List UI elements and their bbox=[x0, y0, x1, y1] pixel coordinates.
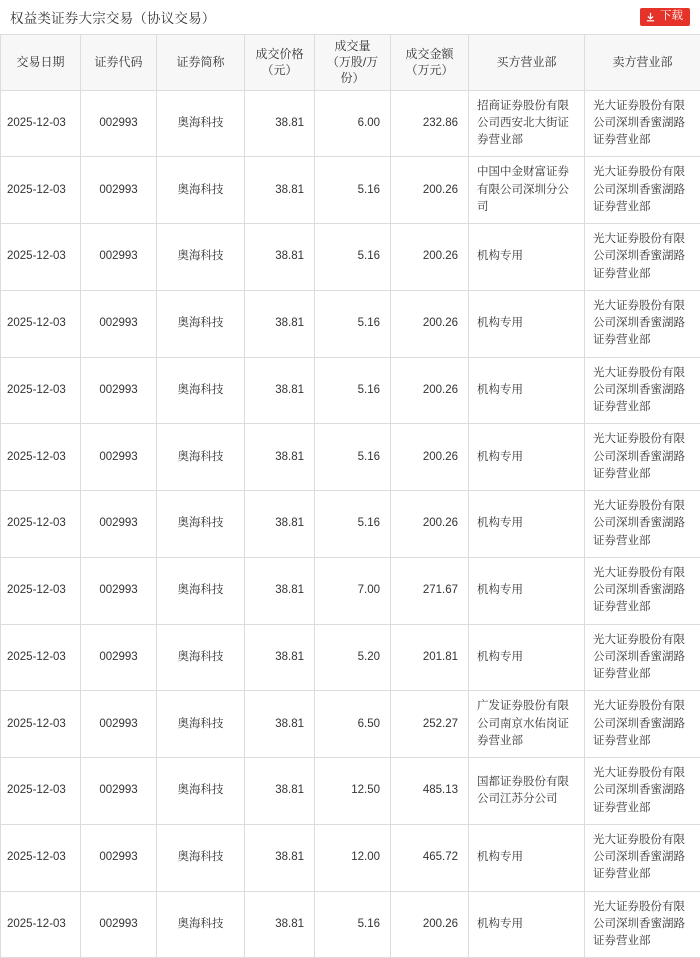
cell-amount: 200.26 bbox=[391, 157, 469, 224]
column-header-volume[interactable]: 成交量 （万股/万份） bbox=[315, 35, 391, 91]
cell-name: 奥海科技 bbox=[157, 290, 245, 357]
cell-name: 奥海科技 bbox=[157, 624, 245, 691]
cell-volume: 5.20 bbox=[315, 624, 391, 691]
cell-seller: 光大证券股份有限公司深圳香蜜湖路证券营业部 bbox=[585, 557, 700, 624]
cell-date: 2025-12-03 bbox=[1, 891, 81, 958]
cell-name: 奥海科技 bbox=[157, 357, 245, 424]
cell-seller: 光大证券股份有限公司深圳香蜜湖路证券营业部 bbox=[585, 758, 700, 825]
cell-amount: 465.72 bbox=[391, 824, 469, 891]
cell-seller: 光大证券股份有限公司深圳香蜜湖路证券营业部 bbox=[585, 424, 700, 491]
cell-amount: 200.26 bbox=[391, 424, 469, 491]
cell-price: 38.81 bbox=[245, 290, 315, 357]
column-header-date[interactable]: 交易日期 bbox=[1, 35, 81, 91]
table-row[interactable] bbox=[1, 557, 700, 624]
table-row[interactable] bbox=[1, 90, 700, 157]
cell-volume: 7.00 bbox=[315, 557, 391, 624]
cell-date: 2025-12-03 bbox=[1, 90, 81, 157]
table-header-row bbox=[1, 35, 700, 91]
cell-date: 2025-12-03 bbox=[1, 357, 81, 424]
page-header bbox=[0, 0, 700, 34]
cell-name: 奥海科技 bbox=[157, 90, 245, 157]
cell-name: 奥海科技 bbox=[157, 491, 245, 558]
table-header bbox=[1, 35, 700, 91]
cell-name: 奥海科技 bbox=[157, 424, 245, 491]
table-row[interactable] bbox=[1, 157, 700, 224]
cell-buyer: 机构专用 bbox=[469, 224, 585, 291]
cell-volume: 5.16 bbox=[315, 424, 391, 491]
cell-amount: 200.26 bbox=[391, 491, 469, 558]
cell-code: 002993 bbox=[81, 357, 157, 424]
cell-seller: 光大证券股份有限公司深圳香蜜湖路证券营业部 bbox=[585, 357, 700, 424]
cell-buyer: 国都证券股份有限公司江苏分公司 bbox=[469, 758, 585, 825]
cell-code: 002993 bbox=[81, 691, 157, 758]
cell-buyer: 招商证券股份有限公司西安北大街证券营业部 bbox=[469, 90, 585, 157]
cell-code: 002993 bbox=[81, 824, 157, 891]
cell-buyer: 中国中金财富证券有限公司深圳分公司 bbox=[469, 157, 585, 224]
cell-date: 2025-12-03 bbox=[1, 224, 81, 291]
cell-code: 002993 bbox=[81, 157, 157, 224]
download-button[interactable] bbox=[640, 8, 690, 26]
cell-amount: 252.27 bbox=[391, 691, 469, 758]
cell-code: 002993 bbox=[81, 491, 157, 558]
cell-date: 2025-12-03 bbox=[1, 290, 81, 357]
cell-volume: 5.16 bbox=[315, 157, 391, 224]
cell-buyer: 广发证券股份有限公司南京水佑岗证券营业部 bbox=[469, 691, 585, 758]
cell-code: 002993 bbox=[81, 891, 157, 958]
cell-amount: 200.26 bbox=[391, 290, 469, 357]
cell-buyer: 机构专用 bbox=[469, 290, 585, 357]
cell-volume: 5.16 bbox=[315, 290, 391, 357]
cell-price: 38.81 bbox=[245, 157, 315, 224]
download-icon bbox=[645, 12, 656, 23]
download-label: 下载 bbox=[660, 11, 683, 23]
cell-volume: 5.16 bbox=[315, 224, 391, 291]
cell-name: 奥海科技 bbox=[157, 691, 245, 758]
cell-buyer: 机构专用 bbox=[469, 891, 585, 958]
column-header-name[interactable]: 证券简称 bbox=[157, 35, 245, 91]
cell-volume: 12.50 bbox=[315, 758, 391, 825]
cell-buyer: 机构专用 bbox=[469, 624, 585, 691]
cell-code: 002993 bbox=[81, 624, 157, 691]
cell-name: 奥海科技 bbox=[157, 224, 245, 291]
table-row[interactable] bbox=[1, 357, 700, 424]
cell-volume: 5.16 bbox=[315, 357, 391, 424]
cell-seller: 光大证券股份有限公司深圳香蜜湖路证券营业部 bbox=[585, 691, 700, 758]
table-row[interactable] bbox=[1, 424, 700, 491]
cell-code: 002993 bbox=[81, 224, 157, 291]
cell-price: 38.81 bbox=[245, 758, 315, 825]
cell-price: 38.81 bbox=[245, 424, 315, 491]
cell-seller: 光大证券股份有限公司深圳香蜜湖路证券营业部 bbox=[585, 824, 700, 891]
cell-amount: 200.26 bbox=[391, 357, 469, 424]
cell-seller: 光大证券股份有限公司深圳香蜜湖路证券营业部 bbox=[585, 491, 700, 558]
table-row[interactable] bbox=[1, 758, 700, 825]
cell-date: 2025-12-03 bbox=[1, 424, 81, 491]
cell-price: 38.81 bbox=[245, 491, 315, 558]
cell-seller: 光大证券股份有限公司深圳香蜜湖路证券营业部 bbox=[585, 157, 700, 224]
cell-buyer: 机构专用 bbox=[469, 557, 585, 624]
cell-amount: 485.13 bbox=[391, 758, 469, 825]
cell-name: 奥海科技 bbox=[157, 758, 245, 825]
table-row[interactable] bbox=[1, 491, 700, 558]
cell-date: 2025-12-03 bbox=[1, 557, 81, 624]
table-row[interactable] bbox=[1, 624, 700, 691]
cell-price: 38.81 bbox=[245, 557, 315, 624]
cell-price: 38.81 bbox=[245, 691, 315, 758]
cell-seller: 光大证券股份有限公司深圳香蜜湖路证券营业部 bbox=[585, 290, 700, 357]
cell-date: 2025-12-03 bbox=[1, 491, 81, 558]
column-header-price[interactable]: 成交价格 （元） bbox=[245, 35, 315, 91]
cell-seller: 光大证券股份有限公司深圳香蜜湖路证券营业部 bbox=[585, 224, 700, 291]
cell-buyer: 机构专用 bbox=[469, 357, 585, 424]
cell-code: 002993 bbox=[81, 424, 157, 491]
cell-amount: 201.81 bbox=[391, 624, 469, 691]
cell-seller: 光大证券股份有限公司深圳香蜜湖路证券营业部 bbox=[585, 624, 700, 691]
cell-code: 002993 bbox=[81, 290, 157, 357]
cell-amount: 200.26 bbox=[391, 891, 469, 958]
cell-seller: 光大证券股份有限公司深圳香蜜湖路证券营业部 bbox=[585, 90, 700, 157]
cell-code: 002993 bbox=[81, 90, 157, 157]
cell-code: 002993 bbox=[81, 557, 157, 624]
cell-price: 38.81 bbox=[245, 824, 315, 891]
cell-date: 2025-12-03 bbox=[1, 691, 81, 758]
cell-date: 2025-12-03 bbox=[1, 824, 81, 891]
table-row[interactable] bbox=[1, 290, 700, 357]
cell-price: 38.81 bbox=[245, 624, 315, 691]
cell-volume: 12.00 bbox=[315, 824, 391, 891]
cell-seller: 光大证券股份有限公司深圳香蜜湖路证券营业部 bbox=[585, 891, 700, 958]
column-header-seller[interactable]: 卖方营业部 bbox=[585, 35, 700, 91]
cell-amount: 200.26 bbox=[391, 224, 469, 291]
cell-volume: 5.16 bbox=[315, 491, 391, 558]
table-row[interactable] bbox=[1, 224, 700, 291]
cell-name: 奥海科技 bbox=[157, 824, 245, 891]
cell-amount: 271.67 bbox=[391, 557, 469, 624]
cell-date: 2025-12-03 bbox=[1, 157, 81, 224]
cell-price: 38.81 bbox=[245, 224, 315, 291]
column-header-amount[interactable]: 成交金额 （万元） bbox=[391, 35, 469, 91]
block-trade-table bbox=[0, 34, 700, 958]
cell-date: 2025-12-03 bbox=[1, 758, 81, 825]
cell-price: 38.81 bbox=[245, 891, 315, 958]
table-row[interactable] bbox=[1, 891, 700, 958]
table-row[interactable] bbox=[1, 691, 700, 758]
cell-price: 38.81 bbox=[245, 357, 315, 424]
cell-volume: 6.50 bbox=[315, 691, 391, 758]
page-title: 权益类证券大宗交易（协议交易） bbox=[10, 7, 216, 27]
table-body bbox=[1, 90, 700, 958]
cell-buyer: 机构专用 bbox=[469, 491, 585, 558]
column-header-code[interactable]: 证券代码 bbox=[81, 35, 157, 91]
cell-volume: 6.00 bbox=[315, 90, 391, 157]
cell-buyer: 机构专用 bbox=[469, 424, 585, 491]
cell-price: 38.81 bbox=[245, 90, 315, 157]
cell-name: 奥海科技 bbox=[157, 157, 245, 224]
table-row[interactable] bbox=[1, 824, 700, 891]
cell-amount: 232.86 bbox=[391, 90, 469, 157]
cell-code: 002993 bbox=[81, 758, 157, 825]
column-header-buyer[interactable]: 买方营业部 bbox=[469, 35, 585, 91]
cell-name: 奥海科技 bbox=[157, 557, 245, 624]
cell-name: 奥海科技 bbox=[157, 891, 245, 958]
cell-buyer: 机构专用 bbox=[469, 824, 585, 891]
cell-date: 2025-12-03 bbox=[1, 624, 81, 691]
cell-volume: 5.16 bbox=[315, 891, 391, 958]
